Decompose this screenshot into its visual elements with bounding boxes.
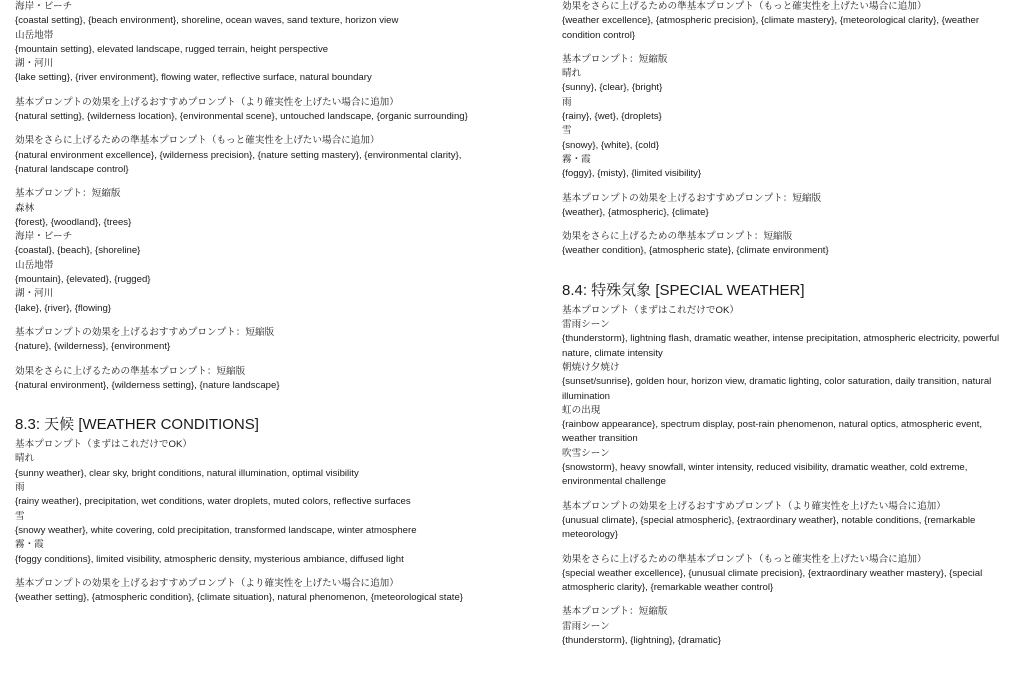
text-line: 基本プロンプト：短縮版 bbox=[562, 606, 668, 618]
right-column bbox=[562, 0, 1012, 648]
text-line: 山岳地帯 bbox=[15, 29, 54, 41]
spacer bbox=[15, 355, 475, 365]
text-line: {natural environment excellence}, {wilderness precision}, {nature setting mastery}, {environmental clarity}, {natural landscape control} bbox=[15, 149, 462, 175]
text-line: 基本プロンプト：短縮版 bbox=[15, 188, 121, 200]
spacer bbox=[562, 595, 1012, 605]
text-line: 基本プロンプトの効果を上げるおすすめプロンプト：短縮版 bbox=[15, 326, 275, 338]
text-line: {coastal}, {beach}, {shoreline} bbox=[15, 245, 141, 257]
text-line: {rainbow appearance}, spectrum display, post-rain phenomenon, natural optics, atmospheric event, weather transition bbox=[562, 419, 983, 445]
text-line: 基本プロンプトの効果を上げるおすすめプロンプト（より確実性を上げたい場合に追加） bbox=[15, 577, 399, 589]
text-line: {nature}, {wilderness}, {environment} bbox=[15, 341, 171, 353]
text-line: {sunny}, {clear}, {bright} bbox=[562, 82, 663, 94]
spacer bbox=[562, 490, 1012, 500]
text-line: 山岳地帯 bbox=[15, 259, 54, 271]
text-line: 雪 bbox=[562, 125, 572, 137]
text-line: 効果をさらに上げるための準基本プロンプト：短縮版 bbox=[562, 231, 793, 243]
text-line: {weather}, {atmospheric}, {climate} bbox=[562, 206, 709, 218]
text-line: 吹雪シーン bbox=[562, 447, 610, 459]
text-line: 海岸・ビーチ bbox=[15, 231, 73, 243]
text-line: 海岸・ビーチ bbox=[15, 1, 73, 12]
text-line: 虹の出現 bbox=[562, 404, 601, 416]
text-line: 効果をさらに上げるための準基本プロンプト（もっと確実性を上げたい場合に追加） bbox=[562, 553, 927, 565]
text-line: {natural environment}, {wilderness setting}, {nature landscape} bbox=[15, 379, 280, 391]
left-column bbox=[15, 0, 475, 605]
text-line: 霧・霞 bbox=[562, 153, 591, 165]
text-line: {thunderstorm}, {lightning}, {dramatic} bbox=[562, 634, 721, 646]
text-line: {weather excellence}, {atmospheric precision}, {climate mastery}, {meteorological clarity}, {weather condition control} bbox=[562, 15, 980, 41]
text-line: 晴れ bbox=[15, 453, 35, 465]
text-line: 雨 bbox=[15, 482, 25, 494]
text-line: {special weather excellence}, {unusual climate precision}, {extraordinary weather mastery}, {special atmospheric clarity}, {remarkable weather control} bbox=[562, 567, 983, 594]
text-line: {foggy conditions}, limited visibility, atmospheric density, mysterious ambiance, diffused light bbox=[15, 553, 404, 565]
spacer bbox=[562, 182, 1012, 192]
section-heading: 8.3: 天候 [WEATHER CONDITIONS] bbox=[15, 416, 259, 434]
text-line: {mountain setting}, elevated landscape, rugged terrain, height perspective bbox=[15, 43, 329, 55]
spacer bbox=[15, 567, 475, 577]
section-heading: 8.4: 特殊気象 [SPECIAL WEATHER] bbox=[562, 281, 805, 299]
text-line: 基本プロンプトの効果を上げるおすすめプロンプト（より確実性を上げたい場合に追加） bbox=[562, 500, 946, 512]
spacer bbox=[562, 43, 1012, 53]
text-line: 効果をさらに上げるための準基本プロンプト（もっと確実性を上げたい場合に追加） bbox=[15, 135, 380, 147]
section-spacer bbox=[562, 259, 1012, 281]
spacer bbox=[562, 220, 1012, 230]
spacer bbox=[15, 177, 475, 187]
text-line: {snowy weather}, white covering, cold precipitation, transformed landscape, winter atmosphere bbox=[15, 524, 417, 536]
text-line: 雷雨シーン bbox=[562, 319, 610, 331]
text-line: {rainy weather}, precipitation, wet conditions, water droplets, muted colors, reflective surfaces bbox=[15, 496, 411, 508]
text-line: 雪 bbox=[15, 510, 25, 522]
text-line: 晴れ bbox=[562, 68, 582, 80]
text-line: {sunny weather}, clear sky, bright conditions, natural illumination, optimal visibility bbox=[15, 467, 359, 479]
section-spacer bbox=[15, 393, 475, 415]
text-line: 雨 bbox=[562, 96, 572, 108]
text-line: {unusual climate}, {special atmospheric}, {extraordinary weather}, notable conditions, {remarkable meteorology} bbox=[562, 514, 976, 541]
text-line: 基本プロンプト（まずはこれだけでOK） bbox=[562, 304, 739, 316]
text-line: 霧・霞 bbox=[15, 539, 44, 551]
spacer bbox=[15, 86, 475, 96]
text-line: {forest}, {woodland}, {trees} bbox=[15, 216, 132, 228]
text-line: {snowy}, {white}, {cold} bbox=[562, 139, 660, 151]
text-line: {weather condition}, {atmospheric state}, {climate environment} bbox=[562, 245, 829, 257]
text-line: {foggy}, {misty}, {limited visibility} bbox=[562, 168, 702, 180]
text-line: {lake}, {river}, {flowing} bbox=[15, 302, 112, 314]
spacer bbox=[562, 543, 1012, 553]
text-line: {lake setting}, {river environment}, flowing water, reflective surface, natural boundary bbox=[15, 72, 372, 84]
text-line: 雷雨シーン bbox=[562, 620, 610, 632]
text-line: {thunderstorm}, lightning flash, dramatic weather, intense precipitation, atmospheric electricity, powerful nature, climate intensity bbox=[562, 333, 1000, 359]
text-line: {coastal setting}, {beach environment}, shoreline, ocean waves, sand texture, horizon view bbox=[15, 15, 399, 27]
text-line: 湖・河川 bbox=[15, 58, 54, 70]
text-line: 朝焼け夕焼け bbox=[562, 361, 620, 373]
text-line: 森林 bbox=[15, 202, 35, 214]
text-line: 基本プロンプトの効果を上げるおすすめプロンプト：短縮版 bbox=[562, 192, 822, 204]
text-line: 基本プロンプト（まずはこれだけでOK） bbox=[15, 439, 192, 451]
text-line: {rainy}, {wet}, {droplets} bbox=[562, 111, 662, 123]
text-line: {snowstorm}, heavy snowfall, winter intensity, reduced visibility, dramatic weather, cold extreme, environmental challenge bbox=[562, 462, 968, 488]
text-line: {weather setting}, {atmospheric condition}, {climate situation}, natural phenomenon, {meteorological state} bbox=[15, 592, 463, 604]
text-line: 効果をさらに上げるための準基本プロンプト（もっと確実性を上げたい場合に追加） bbox=[562, 1, 927, 12]
text-line: {mountain}, {elevated}, {rugged} bbox=[15, 274, 151, 286]
spacer bbox=[15, 124, 475, 134]
text-line: {sunset/sunrise}, golden hour, horizon view, dramatic lighting, color saturation, daily transition, natural illumination bbox=[562, 376, 992, 402]
text-line: 基本プロンプト：短縮版 bbox=[562, 53, 668, 65]
text-line: 効果をさらに上げるための準基本プロンプト：短縮版 bbox=[15, 365, 246, 377]
text-line: 基本プロンプトの効果を上げるおすすめプロンプト（より確実性を上げたい場合に追加） bbox=[15, 96, 399, 108]
text-line: {natural setting}, {wilderness location}, {environmental scene}, untouched landscape, {organic surrounding} bbox=[15, 111, 468, 123]
spacer bbox=[15, 316, 475, 326]
text-line: 湖・河川 bbox=[15, 288, 54, 300]
